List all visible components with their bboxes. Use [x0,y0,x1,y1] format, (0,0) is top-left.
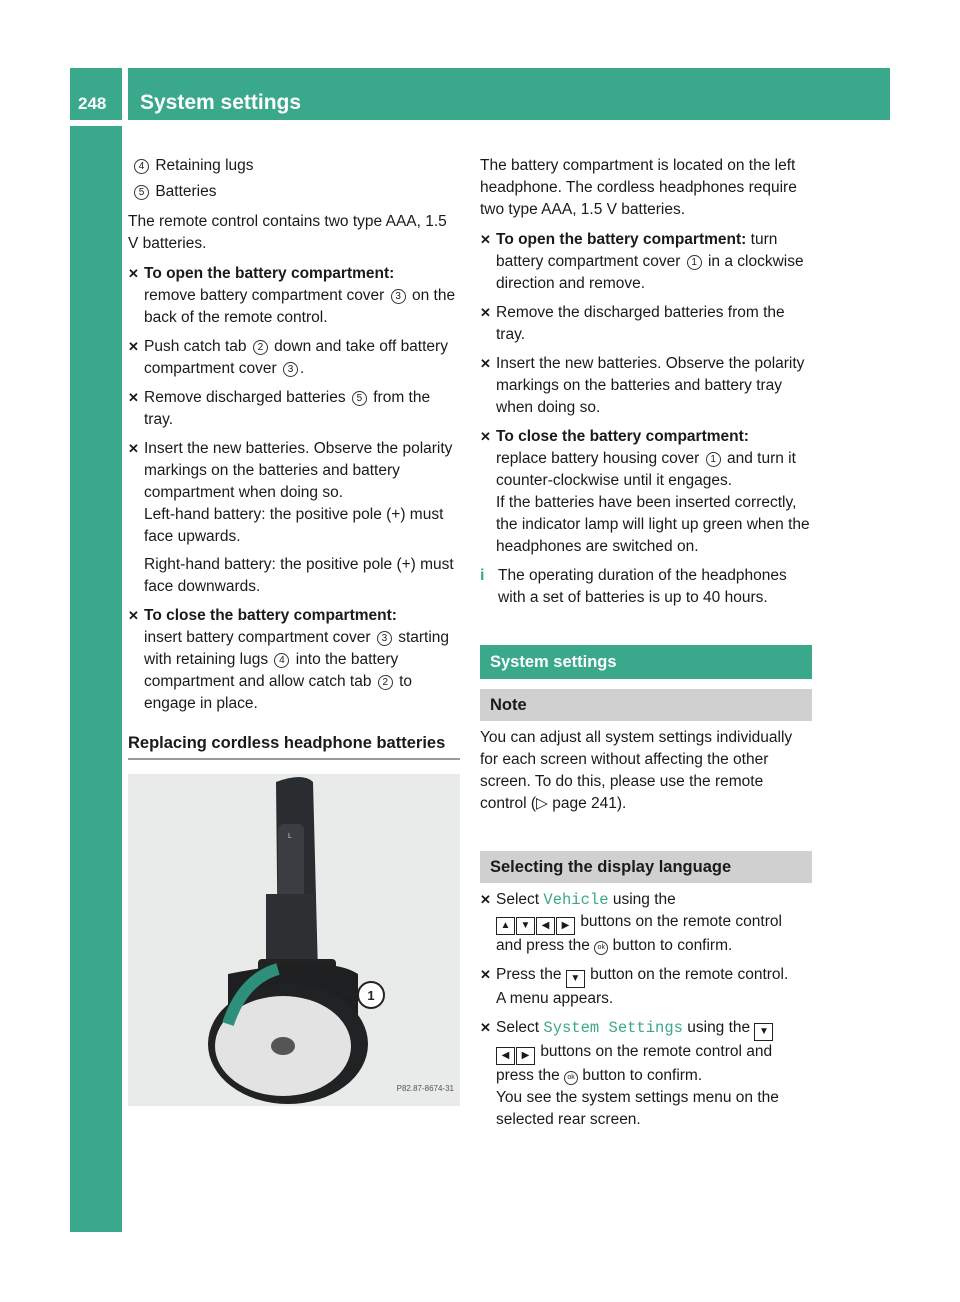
step-press-down: ✕ Press the ▼ button on the remote control. A menu appears. [480,964,812,1010]
legend-item: 4 Retaining lugs [128,155,460,177]
left-button-icon: ◀ [536,917,555,935]
step-select-vehicle: ✕ Select Vehicle using the ▲ ▼ ◀ ▶ buttons on the remote control and press the ok button to confirm. [480,889,812,957]
info-note: i The operating duration of the headphones with a set of batteries is up to 40 hours. [480,567,787,606]
step-close-compartment: ✕ To close the battery compartment: insert battery compartment cover 3 starting with retaining lugs 4 into the battery compartment and allow catch tab 2 to engage in place. [128,605,460,715]
callout-number: 3 [377,631,392,646]
figure-code: P82.87-8674-31 [396,1084,454,1093]
right-column [480,155,812,1138]
step-insert-new: ✕ Insert the new batteries. Observe the polarity markings on the batteries and battery tray when doing so. [480,353,812,419]
callout-number: 2 [378,675,393,690]
menu-item-system-settings: System Settings [543,1019,683,1037]
callout-number: 5 [134,185,149,200]
step-insert-batteries: ✕ Insert the new batteries. Observe the polarity markings on the batteries and battery compartment when doing so. Left-hand battery: the positive pole (+) must face upwards. Right-hand battery: the positive pole (+) must face downwards. [128,438,460,598]
left-button-icon: ◀ [496,1047,515,1065]
page-ref: ▷ page 241 [536,795,617,812]
headphone-intro: The battery compartment is located on the left headphone. The cordless headphones require two type AAA, 1.5 V batteries. [480,157,797,218]
section-subheading: Replacing cordless headphone batteries [128,733,460,760]
callout-number: 4 [134,159,149,174]
callout-number: 1 [687,255,702,270]
note-text: You can adjust all system settings individually for each screen without affecting the other screen. To do this, please use the remote control (▷ page 241). [480,729,793,812]
callout-number: 1 [706,452,721,467]
up-button-icon: ▲ [496,917,515,935]
left-column [128,155,460,1106]
callout-number: 4 [274,653,289,668]
step-close-headphone: ✕ To close the battery compartment: replace battery housing cover 1 and turn it counter-clockwise until it engages. If the batteries have been inserted correctly, the indicator lamp will light up green when the headphones are switched on. [480,426,812,558]
legend-item: 5 Batteries [128,181,460,203]
info-icon: i [480,567,485,584]
headphone-figure [128,774,460,1106]
down-button-icon: ▼ [516,917,535,935]
down-button-icon: ▼ [566,970,585,988]
ok-button-icon: ok [564,1071,578,1085]
right-button-icon: ▶ [556,917,575,935]
page-title: System settings [140,91,302,114]
page-number: 248 [78,94,107,113]
page-number-box [70,68,122,120]
step-remove-batteries: ✕ Remove discharged batteries 5 from the tray. [128,387,460,431]
down-button-icon: ▼ [754,1023,773,1041]
step-select-system-settings: ✕ Select System Settings using the ▼ ◀ ▶ buttons on the remote control and press the ok button to confirm. You see the system settings menu on the selected rear screen. [480,1017,812,1131]
step-push-catch: ✕ Push catch tab 2 down and take off battery compartment cover 3 . [128,336,460,380]
callout-number: 3 [391,289,406,304]
callout-number: 3 [283,362,298,377]
language-heading: Selecting the display language [480,851,812,883]
svg-text:L: L [288,833,292,840]
right-button-icon: ▶ [516,1047,535,1065]
headphone-illustration [128,774,460,1106]
figure-callout: 1 [367,988,375,1003]
menu-item-vehicle: Vehicle [543,891,609,909]
section-title: System settings [480,645,812,679]
step-open-headphone: ✕ To open the battery compartment: turn battery compartment cover 1 in a clockwise direction and remove. [480,229,812,295]
step-remove-discharged: ✕ Remove the discharged batteries from the tray. [480,302,812,346]
remote-intro: The remote control contains two type AAA, 1.5 V batteries. [128,213,447,252]
side-tab [70,126,122,1232]
ok-button-icon: ok [594,941,608,955]
note-title: Note [480,689,812,721]
callout-number: 5 [352,391,367,406]
step-open-compartment: ✕ To open the battery compartment: remove battery compartment cover 3 on the back of the remote control. [128,263,460,329]
callout-number: 2 [253,340,268,355]
header-bar [128,68,890,120]
